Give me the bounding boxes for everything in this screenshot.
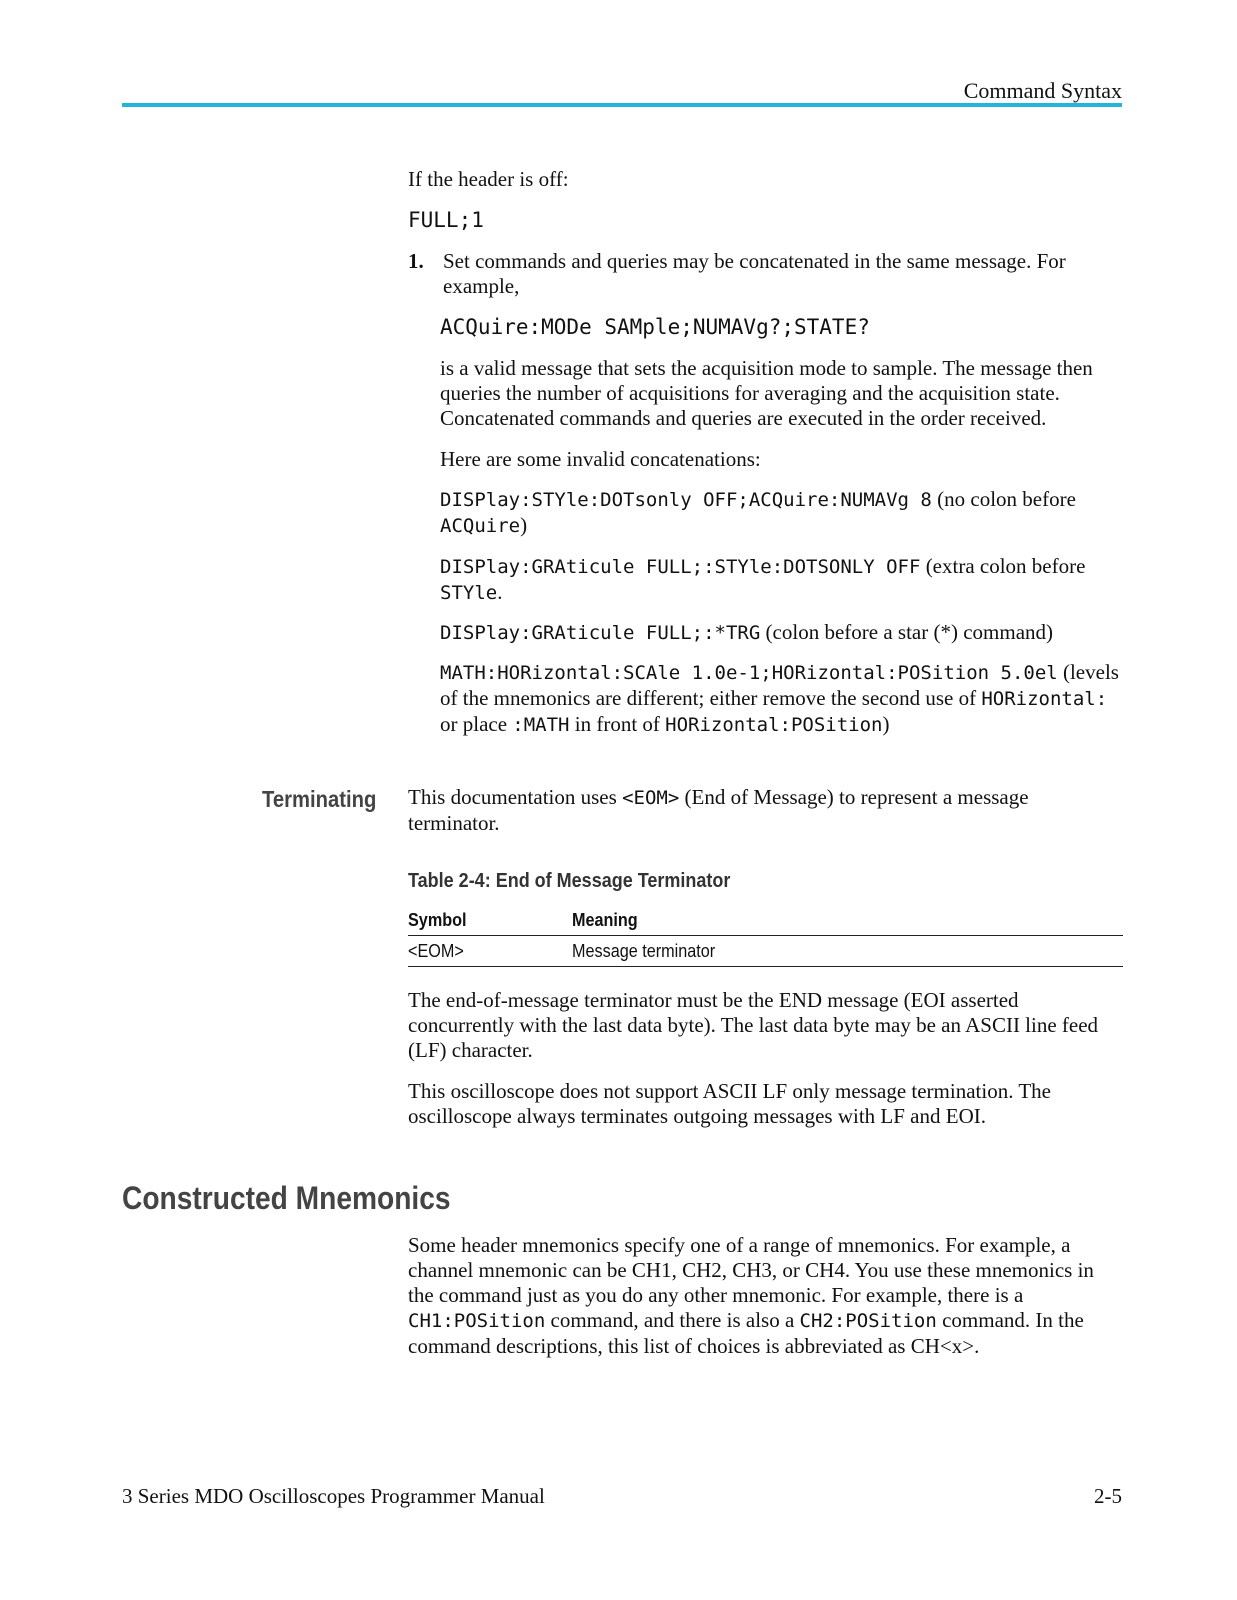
side-heading-terminating: Terminating [262, 786, 377, 812]
footer-manual-title: 3 Series MDO Oscilloscopes Programmer Manual [122, 1484, 545, 1508]
terminating-intro [408, 785, 1124, 836]
invalid3-code: DISPlay:GRAticule FULL;:*TRG [440, 622, 761, 644]
step1-explanation: is a valid message that sets the acquisition mode to sample. The message then queries the number of acquisitions for averaging and the acquisition state. Concatenated commands and queries are executed in the order received. [440, 356, 1093, 430]
invalid-example-1 [440, 487, 1124, 539]
header-off-example: FULL;1 [408, 208, 484, 232]
invalid4-text2: or place [440, 712, 513, 736]
table-header-row [408, 905, 1123, 935]
section-title: Constructed Mnemonics [122, 1180, 451, 1216]
header-rule [122, 103, 1122, 107]
invalid4-text: (levels of the mnemonics are different; either remove the second use of [440, 660, 1119, 710]
footer-page-number: 2-5 [1094, 1484, 1122, 1508]
invalid2-code: DISPlay:GRAticule FULL;:STYle:DOTSONLY OFF [440, 556, 921, 578]
table-header-meaning: Meaning [572, 910, 638, 930]
invalid4-text4: ) [882, 712, 890, 736]
invalid1-text2: ) [520, 513, 528, 537]
invalid2-text: (extra colon before [920, 554, 1086, 578]
table-header-symbol: Symbol [408, 910, 467, 930]
invalid1-code: DISPlay:STYle:DOTsonly OFF;ACQuire:NUMAVg 8 [440, 489, 932, 511]
terminating-intro-b: (End of Message) to represent a message terminator. [408, 785, 1029, 835]
constructed-text-c: command. In the command descriptions, this list of choices is abbreviated as CH<x>. [408, 1308, 1084, 1358]
table-row [408, 936, 1123, 966]
invalid-example-3 [440, 620, 1124, 646]
step1-text: Set commands and queries may be concatenated in the same message. For example, [443, 249, 1066, 298]
terminator-paragraph-1: The end-of-message terminator must be the END message (EOI asserted concurrently with the last data byte). The last data byte may be an ASCII line feed (LF) character. [408, 988, 1099, 1062]
constructed-code-1: CH1:POSition [408, 1310, 546, 1332]
step-number: 1. [408, 249, 424, 273]
header-off-intro: If the header is off: [408, 167, 569, 191]
table-cell-symbol: <EOM> [408, 941, 464, 961]
invalid4-code: MATH:HORizontal:SCAle 1.0e-1;HORizontal:POSition 5.0el [440, 662, 1058, 684]
invalid-example-2 [440, 554, 1124, 606]
constructed-text-b: command, and there is also a [545, 1308, 800, 1332]
invalid1-code2: ACQuire [440, 515, 521, 537]
table-bottom-rule [408, 966, 1123, 967]
terminator-paragraph-2: This oscilloscope does not support ASCII LF only message termination. The oscilloscope always terminates outgoing messages with LF and EOI. [408, 1079, 1051, 1128]
eom-table [408, 905, 1123, 967]
invalid-intro: Here are some invalid concatenations: [440, 447, 761, 471]
invalid3-text: (colon before a star (*) command) [760, 620, 1054, 644]
constructed-text-a: Some header mnemonics specify one of a range of mnemonics. For example, a channel mnemonic can be CH1, CH2, CH3, or CH4. You use these mnemonics in the command just as you do any other mnemonic. For example, there is a [408, 1233, 1094, 1307]
step1-example: ACQuire:MODe SAMple;NUMAVg?;STATE? [440, 315, 870, 339]
invalid4-code4: HORizontal:POSition [665, 714, 883, 736]
invalid2-code2: STYle [440, 582, 498, 604]
table-cell-meaning: Message terminator [572, 941, 716, 961]
invalid-example-4 [440, 660, 1124, 738]
terminating-intro-a: This documentation uses [408, 785, 623, 809]
terminating-intro-code: <EOM> [622, 787, 680, 809]
running-header: Command Syntax [963, 78, 1122, 103]
invalid4-code2: HORizontal: [981, 688, 1108, 710]
invalid1-text: (no colon before [931, 487, 1076, 511]
constructed-paragraph [408, 1233, 1124, 1359]
invalid2-text2: . [497, 580, 503, 604]
table-caption: Table 2-4: End of Message Terminator [408, 870, 731, 892]
constructed-code-2: CH2:POSition [799, 1310, 937, 1332]
invalid4-code3: :MATH [512, 714, 570, 736]
invalid4-text3: in front of [569, 712, 666, 736]
